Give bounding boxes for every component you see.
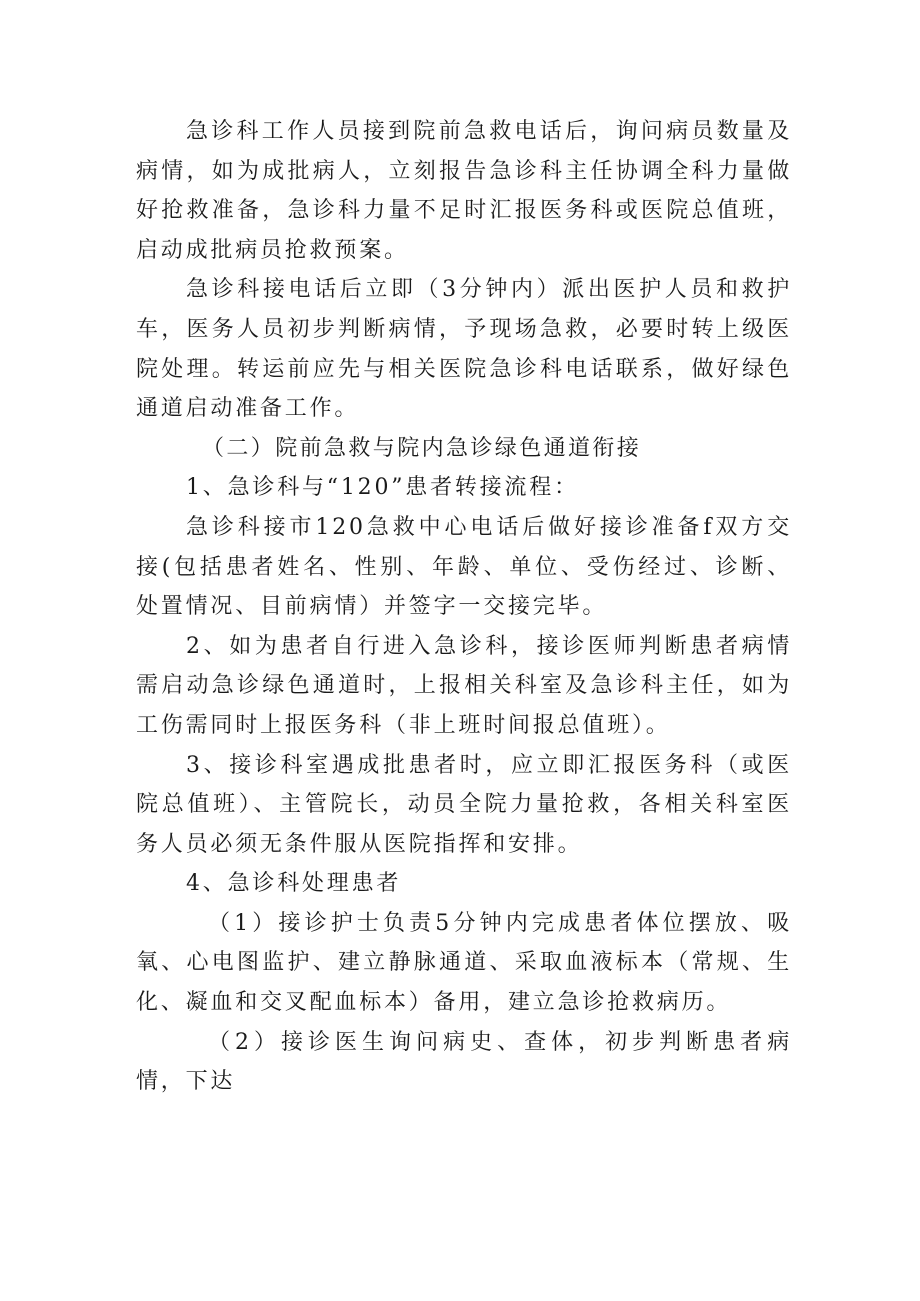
list-item-3: 3、接诊科室遇成批患者时，应立即汇报医务科（或医院总值班）、主管院长，动员全院力量抢救，各相关科室医务人员必须无条件服从医院指挥和安排。 [136, 752, 792, 857]
paragraph-120-handover: 急诊科接市120急救中心电话后做好接诊准备f双方交接(包括患者姓名、性别、年龄、单位、受伤经过、诊断、处置情况、目前病情）并签字一交接完毕。 [136, 514, 792, 620]
paragraph-prehospital-call: 急诊科工作人员接到院前急救电话后，询问病员数量及病情，如为成批病人，立刻报告急诊科主任协调全科力量做好抢救准备，急诊科力量不足时汇报医务科或医院总值班，启动成批病员抢救预案。 [136, 119, 792, 263]
sub-item-1: （1）接诊护士负责5分钟内完成患者体位摆放、吸氧、心电图监护、建立静脉通道、采取血液标本（常规、生化、凝血和交叉配血标本）备用，建立急诊抢救病历。 [136, 910, 792, 1016]
list-item-heading-1: 1、急诊科与“120”患者转接流程： [186, 475, 579, 501]
sub-item-2: （2）接诊医生询问病史、查体，初步判断患者病情，下达 [136, 1029, 792, 1095]
list-item-heading-4: 4、急诊科处理患者 [186, 871, 402, 897]
list-item-2: 2、如为患者自行进入急诊科，接诊医师判断患者病情需启动急诊绿色通道时，上报相关科室及急诊科主任，如为工伤需同时上报医务科（非上班时间报总值班）。 [136, 633, 792, 738]
section-heading: （二）院前急救与院内急诊绿色通道衔接 [202, 435, 642, 461]
paragraph-dispatch: 急诊科接电话后立即（3分钟内）派出医护人员和救护车，医务人员初步判断病情，予现场急救，必要时转上级医院处理。转运前应先与相关医院急诊科电话联系，做好绿色通道启动准备工作。 [136, 277, 792, 422]
